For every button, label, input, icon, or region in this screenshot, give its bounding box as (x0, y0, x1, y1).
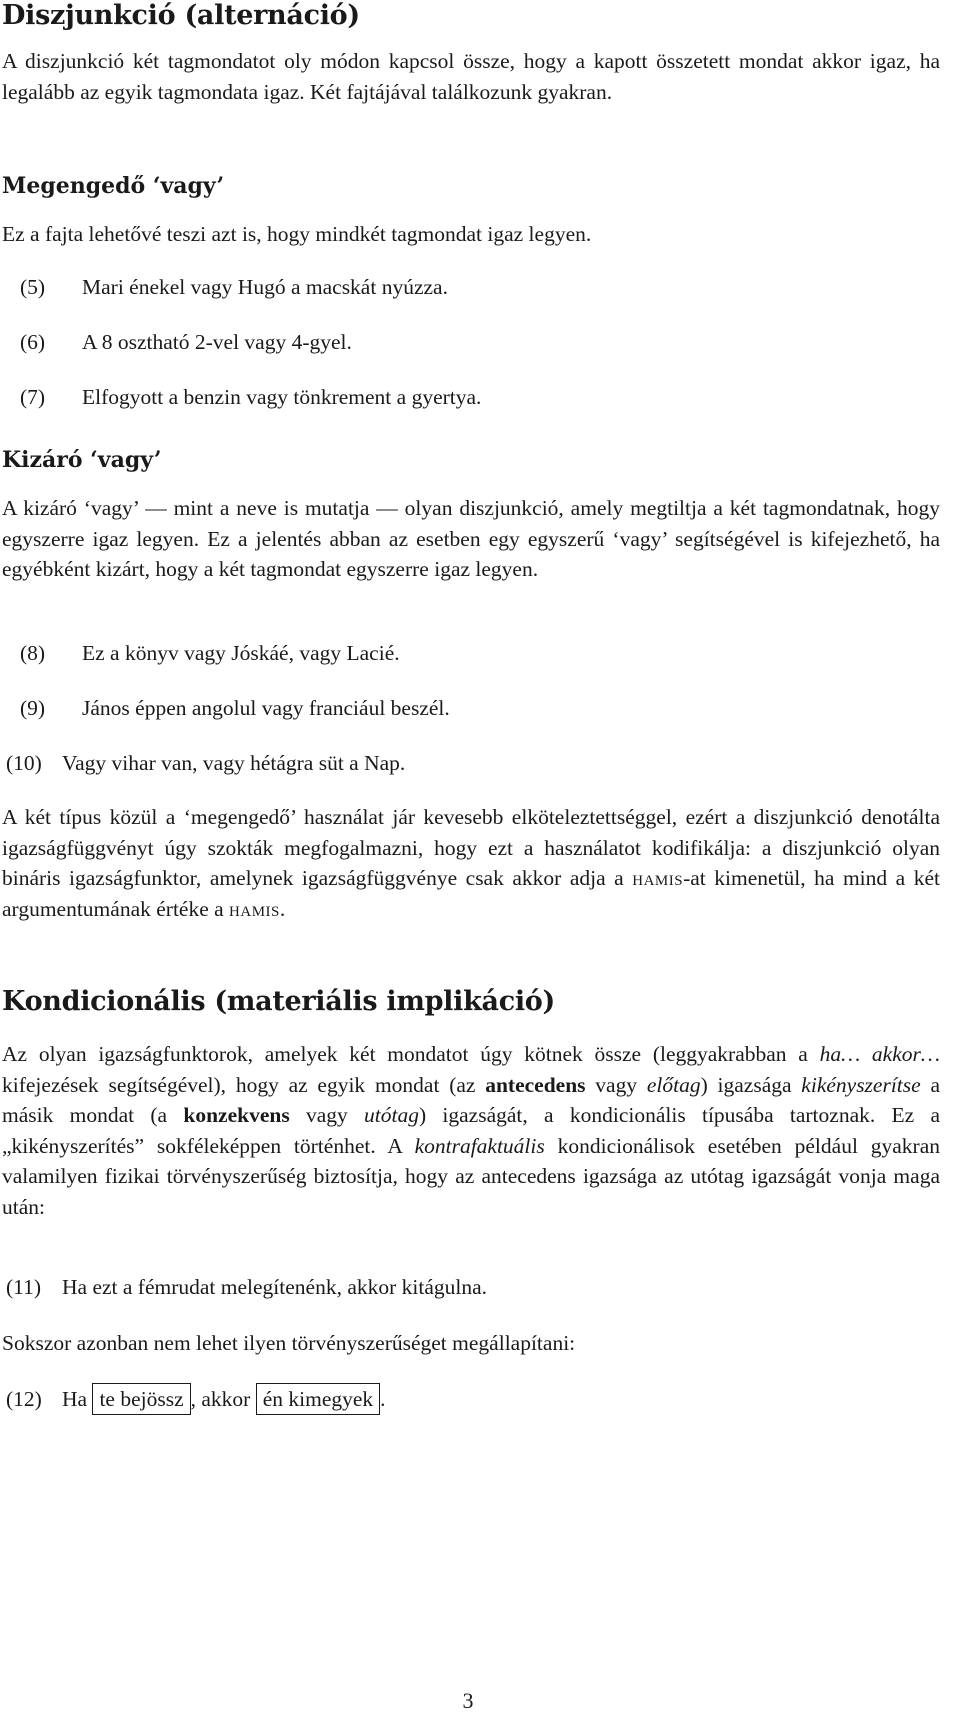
example-8 (20, 638, 400, 668)
emphasis-kontrafaktualis: kontrafaktuális (414, 1133, 545, 1158)
example-text: Vagy vihar van, vagy hétágra süt a Nap. (62, 751, 406, 775)
summary-paragraph (2, 802, 940, 924)
summary-text-2: -at kimenetül, ha mind a két argumentumának értéke a (2, 866, 940, 921)
term-antecedens: antecedens (485, 1072, 586, 1097)
subsection-title-inclusive-or: Megengedő ‘vagy’ (2, 173, 225, 199)
example-number: (7) (20, 385, 46, 409)
example-number: (5) (20, 275, 46, 299)
boxed-clause-antecedent: te bejössz (92, 1383, 190, 1415)
text-run: Az olyan igazságfunktorok, amelyek két mondatot úgy kötnek össze (leggyakrabban a (2, 1042, 820, 1066)
text-run: kondicionálisok esetében például gyakran valamilyen fizikai törvényszerűség biztosítja, hogy az antecedens igazsága az utótag igazságát vonja maga után: (2, 1133, 941, 1219)
section-title-conditional: Kondicionális (materiális implikáció) (2, 986, 555, 1017)
text-run: vagy (289, 1103, 365, 1127)
example-5 (20, 272, 448, 302)
emphasis-elotag: előtag (646, 1072, 701, 1097)
example-text: Ha ezt a fémrudat melegítenénk, akkor kitágulna. (62, 1275, 488, 1299)
boxed-clause-consequent: én kimegyek (256, 1383, 380, 1415)
example-text: János éppen angolul vagy franciául beszél. (82, 696, 450, 720)
text-run: ) igazságát, a kondicionális típusába tartoznak. Ez a „kikényszerítés” sokféleképpen történhet. A (2, 1103, 940, 1158)
example-11 (6, 1272, 487, 1302)
summary-text-1: A két típus közül a ‘megengedő’ használat jár kevesebb elköteleztettséggel, ezért a diszjunkció denotálta igazságfüggvényt úgy szokták megfogalmazni, hogy ezt a használatot kodifikálja: a diszjunkció olyan bináris igazságfunktor, amelynek igazságfüggvénye csak akkor adja a (2, 805, 940, 890)
example-9 (20, 693, 450, 723)
example-text: A 8 osztható 2-vel vagy 4-gyel. (82, 330, 352, 354)
example-7 (20, 382, 481, 412)
emphasis-kikenyszeritse: kikényszerítse (801, 1072, 921, 1097)
example-number: (8) (20, 641, 46, 665)
text-run: kifejezések segítségével), hogy az egyik mondat (az (2, 1072, 486, 1097)
text-run: ) igazsága (700, 1072, 802, 1097)
subsection-title-exclusive-or: Kizáró ‘vagy’ (2, 447, 162, 473)
example-text: Mari énekel vagy Hugó a macskát nyúzza. (82, 275, 448, 299)
example-number: (11) (6, 1275, 42, 1299)
example-number: (12) (6, 1387, 42, 1411)
example-text: Elfogyott a benzin vagy tönkrement a gyertya. (82, 385, 482, 409)
example-text: . (380, 1387, 386, 1411)
exclusive-or-paragraph: A kizáró ‘vagy’ — mint a neve is mutatja — olyan diszjunkció, amely megtiltja a két tagmondatnak, hogy egyszerre igaz legyen. Ez a jelentés abban az esetben egy egyszerű ‘vagy’ segítségével is kifejezhető, ha egyébként kizárt, hogy a két tagmondat egyszerre igaz legyen. (2, 496, 940, 581)
example-6 (20, 327, 352, 357)
example-text: Ez a könyv vagy Jóskáé, vagy Lacié. (82, 641, 400, 665)
term-hamis: hamis (632, 866, 684, 890)
example-number: (9) (20, 696, 46, 720)
page-number: 3 (462, 1688, 474, 1713)
section-title-disjunction: Diszjunkció (alternáció) (2, 0, 360, 31)
emphasis-ha-akkor: ha… akkor… (819, 1042, 940, 1066)
example-text: , akkor (190, 1387, 256, 1411)
example-text: Ha (62, 1387, 93, 1411)
example-12 (6, 1384, 386, 1414)
example-10 (6, 748, 405, 778)
conditional-paragraph-2: Sokszor azonban nem lehet ilyen törvényszerűséget megállapítani: (2, 1331, 576, 1355)
inclusive-or-paragraph: Ez a fajta lehetővé teszi azt is, hogy mindkét tagmondat igaz legyen. (2, 222, 592, 246)
summary-text-3: . (279, 896, 286, 921)
conditional-paragraph (2, 1039, 940, 1222)
example-number: (6) (20, 330, 46, 354)
text-run: vagy (585, 1072, 647, 1097)
term-konzekvens: konzekvens (183, 1103, 290, 1127)
disjunction-intro-paragraph: A diszjunkció két tagmondatot oly módon kapcsol össze, hogy a kapott összetett mondat akkor igaz, ha legalább az egyik tagmondata igaz. Két fajtájával találkozunk gyakran. (2, 49, 940, 104)
example-number: (10) (6, 751, 42, 775)
text-run: a másik mondat (a (2, 1072, 941, 1127)
emphasis-utotag: utótag (364, 1103, 419, 1127)
term-hamis: hamis (229, 896, 280, 921)
